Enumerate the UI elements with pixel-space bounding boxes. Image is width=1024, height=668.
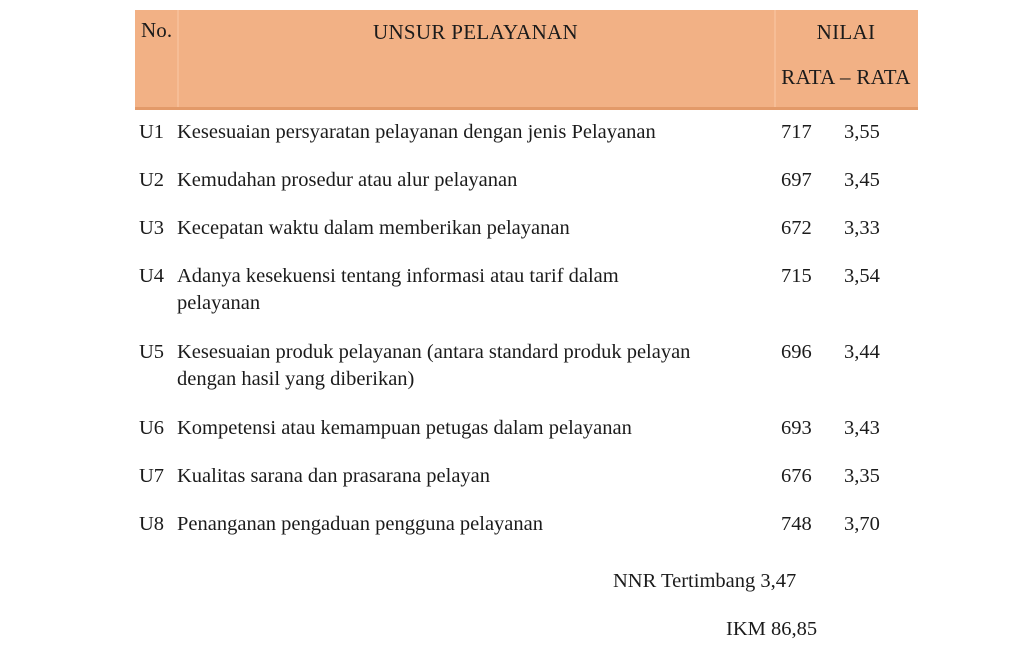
row-unsur-description <box>177 263 778 317</box>
row-number: U7 <box>139 465 165 487</box>
row-unsur-line1: Adanya kesekuensi tentang informasi atau tarif dalam <box>177 265 619 287</box>
row-rata-rata: 3,45 <box>844 169 880 191</box>
row-unsur-description <box>177 339 778 393</box>
row-unsur-line1: Kualitas sarana dan prasarana pelayan <box>177 465 491 487</box>
row-nilai: 715 <box>781 265 812 287</box>
table-row <box>135 215 918 242</box>
service-elements-table <box>135 10 918 559</box>
row-unsur-line2: pelayanan <box>177 292 261 314</box>
row-number: U3 <box>139 217 165 239</box>
row-rata-rata: 3,43 <box>844 417 880 439</box>
row-unsur-description <box>177 415 778 442</box>
row-rata-rata: 3,70 <box>844 513 880 535</box>
column-header-no: No. <box>141 18 173 42</box>
row-rata-rata: 3,54 <box>844 265 880 287</box>
row-number: U4 <box>139 265 165 287</box>
row-nilai: 748 <box>781 513 812 535</box>
row-rata-rata: 3,44 <box>844 341 880 363</box>
row-number: U2 <box>139 169 165 191</box>
row-unsur-line1: Kesesuaian produk pelayanan (antara standard produk pelayan <box>177 341 691 363</box>
table-header <box>135 10 918 107</box>
row-number: U1 <box>139 121 165 143</box>
row-unsur-description <box>177 511 778 538</box>
row-rata-rata: 3,55 <box>844 121 880 143</box>
table-row <box>135 167 918 194</box>
row-number: U8 <box>139 513 165 535</box>
table-row <box>135 119 918 146</box>
table-row <box>135 463 918 490</box>
row-unsur-line1: Kecepatan waktu dalam memberikan pelayanan <box>177 217 570 239</box>
table-row <box>135 263 918 317</box>
row-number: U5 <box>139 341 165 363</box>
row-unsur-line1: Penanganan pengaduan pengguna pelayanan <box>177 513 544 535</box>
nnr-tertimbang-value: NNR Tertimbang 3,47 <box>613 570 797 592</box>
row-unsur-description <box>177 215 778 242</box>
table-row <box>135 511 918 538</box>
row-unsur-line2: dengan hasil yang diberikan) <box>177 368 415 390</box>
row-unsur-description <box>177 119 778 146</box>
row-unsur-description <box>177 167 778 194</box>
row-unsur-description <box>177 463 778 490</box>
row-unsur-line1: Kesesuaian persyaratan pelayanan dengan jenis Pelayanan <box>177 121 656 143</box>
column-header-unsur-pelayanan: UNSUR PELAYANAN <box>372 20 578 44</box>
row-rata-rata: 3,33 <box>844 217 880 239</box>
row-nilai: 717 <box>781 121 812 143</box>
table-row <box>135 339 918 393</box>
ikm-value: IKM 86,85 <box>726 618 818 640</box>
row-number: U6 <box>139 417 165 439</box>
column-header-rata-rata: RATA – RATA <box>781 65 911 89</box>
row-nilai: 676 <box>781 465 812 487</box>
table-body <box>135 110 918 538</box>
table-row <box>135 415 918 442</box>
row-nilai: 696 <box>781 341 812 363</box>
row-rata-rata: 3,35 <box>844 465 880 487</box>
column-header-nilai: NILAI <box>816 20 876 44</box>
row-unsur-line1: Kemudahan prosedur atau alur pelayanan <box>177 169 518 191</box>
row-unsur-line1: Kompetensi atau kemampuan petugas dalam pelayanan <box>177 417 632 439</box>
row-nilai: 697 <box>781 169 812 191</box>
row-nilai: 693 <box>781 417 812 439</box>
row-nilai: 672 <box>781 217 812 239</box>
